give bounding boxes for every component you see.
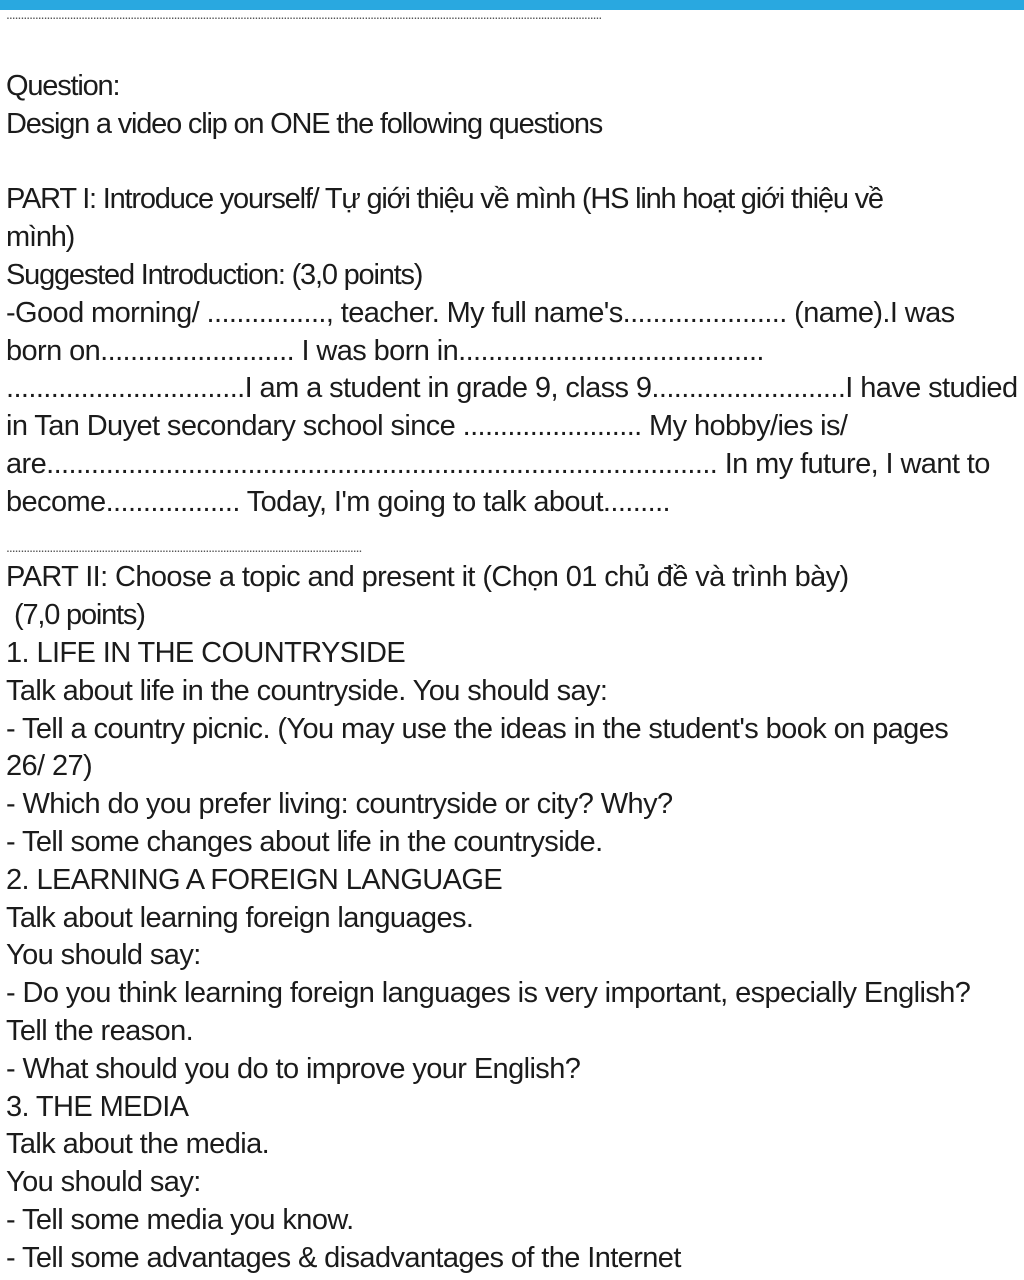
topic3-line: You should say: [6,1166,201,1199]
question-label: Question: [6,70,120,102]
topic3-line: Talk about the media. [6,1128,270,1161]
question-text: Design a video clip on ONE the following questions [6,107,603,140]
topic2-line: Talk about learning foreign languages. [6,901,474,934]
topic2-line: You should say: [6,939,201,972]
topic2-line: - What should you do to improve your English? [6,1052,581,1085]
document-body [6,68,1020,1278]
topic2-heading: 2. LEARNING A FOREIGN LANGUAGE [6,863,503,896]
suggested-introduction: Suggested Introduction: (3,0 points) [6,258,423,291]
topic3-line: - Tell some advantages & disadvantages of the Internet [6,1241,681,1274]
topic1-line: 26/ 27) [6,750,93,783]
topic1-line: Talk about life in the countryside. You should say: [6,674,608,707]
intro-line: born on.......................... I was born in......................................... [6,334,764,367]
part2-title: PART II: Choose a topic and present it (Chọn 01 chủ đề và trình bày) [6,561,849,594]
top-dotted-line: .............................................................................................................................................................................................................. [6,6,602,22]
spacer [6,144,1020,182]
part1-title: PART I: Introduce yourself/ Tự giới thiệu về mình (HS linh hoạt giới thiệu về [6,183,883,216]
intro-line: ................................I am a student in grade 9, class 9..........................I have studied [6,372,1018,405]
topic1-line: - Which do you prefer living: countryside or city? Why? [6,788,673,821]
intro-line: become.................. Today, I'm going to talk about......... [6,485,671,518]
intro-line: are.......................................................................................... In my future, I want to [6,447,990,480]
part1-title-cont: mình) [6,221,75,254]
topic3-heading: 3. THE MEDIA [6,1090,189,1123]
intro-line: in Tan Duyet secondary school since ........................ My hobby/ies is/ [6,410,848,443]
topic3-line: - Tell some media you know. [6,1203,354,1236]
part2-points: (7,0 points) [14,599,145,632]
topic2-line: Tell the reason. [6,1014,194,1047]
topic1-heading: 1. LIFE IN THE COUNTRYSIDE [6,636,406,669]
dotted-line: ........................................................................................................................... [6,538,362,555]
topic1-line: - Tell a country picnic. (You may use the ideas in the student's book on pages [6,712,949,745]
topic2-line: - Do you think learning foreign languages is very important, especially English? [6,977,971,1010]
topic1-line: - Tell some changes about life in the countryside. [6,825,603,858]
intro-line: -Good morning/ ................, teacher. My full name's...................... (name).I was [6,296,955,329]
